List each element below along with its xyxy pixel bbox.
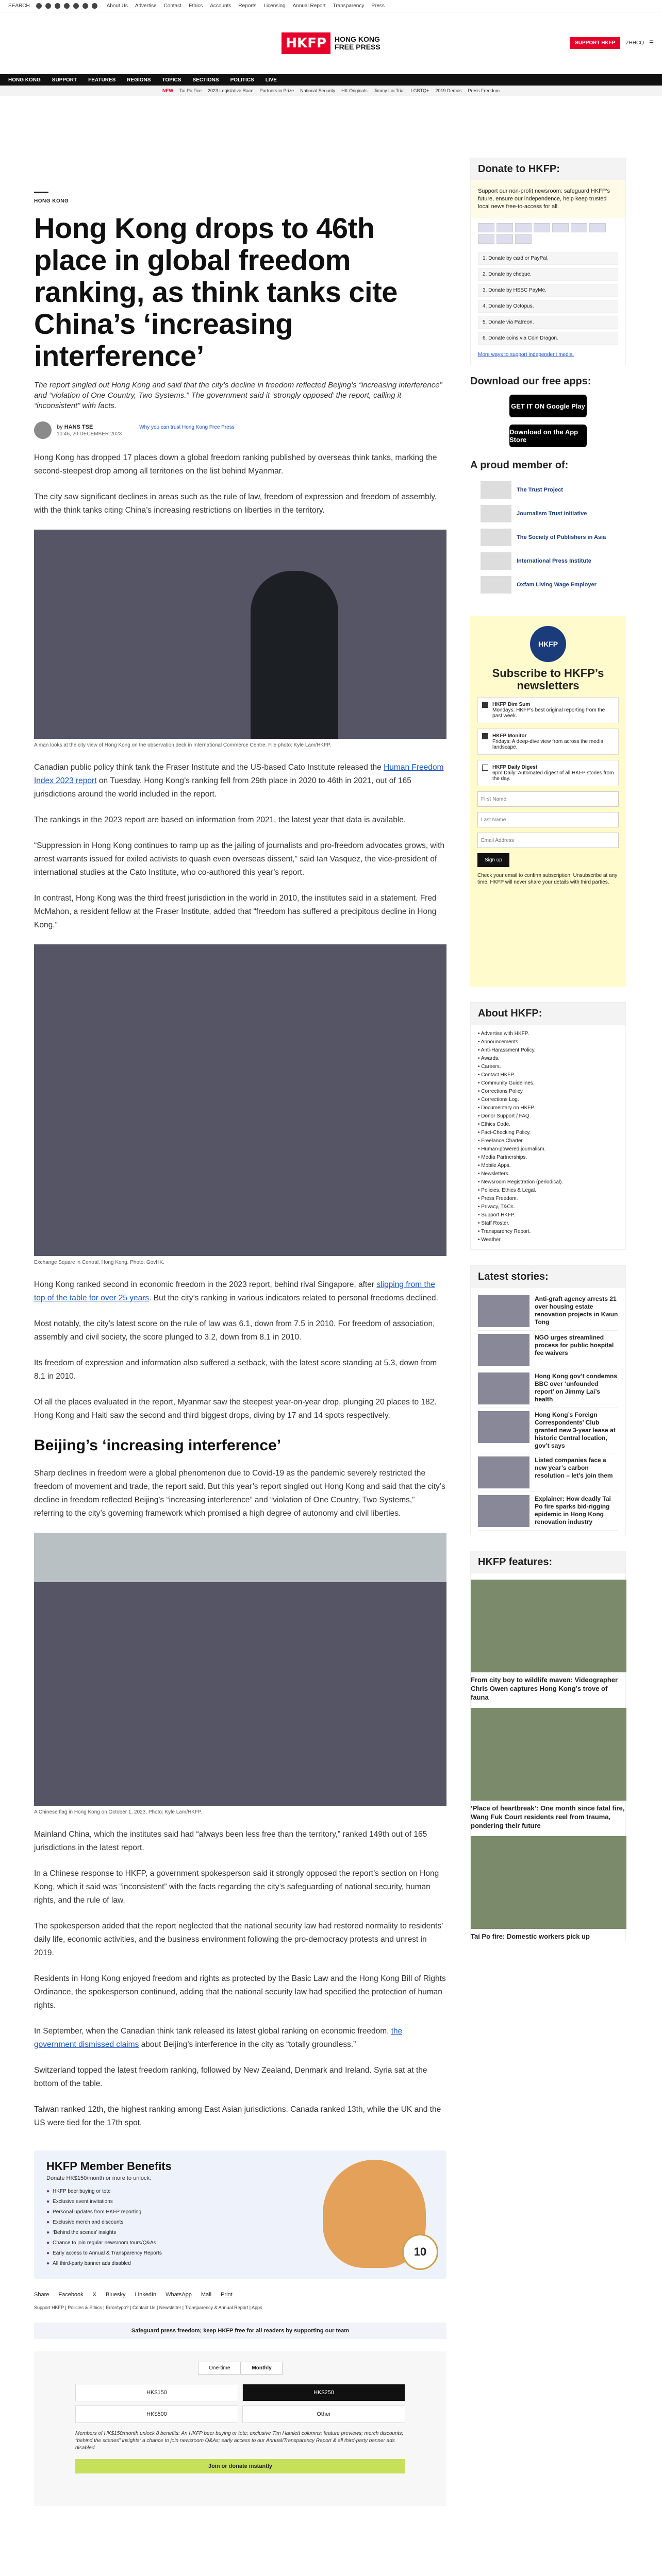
nav-item[interactable]: SECTIONS (192, 77, 219, 83)
patreon-icon (478, 234, 494, 244)
logo-mark: HKFP (282, 32, 330, 54)
paragraph: Hong Kong has dropped 17 places down a global freedom ranking published by overseas think tanks, marking the second-steepest drop among all territories on the list behind Myanmar. (34, 453, 437, 476)
about-link[interactable]: • Transparency Report. (478, 1228, 618, 1236)
story-thumbnail[interactable] (478, 1295, 529, 1327)
ipi-logo[interactable]: International Press Institute (481, 551, 616, 571)
about-link[interactable]: • Newsletters. (478, 1170, 618, 1178)
newsletter-heading: Subscribe to HKFP’s newsletters (492, 667, 604, 692)
share-linkedin-button[interactable]: LinkedIn (135, 2292, 157, 2298)
oxfam-logo[interactable]: Oxfam Living Wage Employer (481, 574, 616, 595)
latest-stories-widget (470, 1265, 626, 1535)
bank-icon (515, 234, 532, 244)
linkedin-icon[interactable] (64, 3, 70, 9)
monthly-option[interactable]: Monthly (241, 2362, 282, 2375)
story-item[interactable] (478, 1369, 618, 1408)
paragraph: Its freedom of expression and information also suffered a setback, with the latest score standing at 5.3, down from 8.1 in 2010. (34, 1359, 437, 1381)
logo-text: HONG KONG FREE PRESS (335, 35, 380, 51)
sidebar (470, 96, 626, 2506)
newsletter-widget (470, 616, 626, 987)
paragraph: Sharp declines in freedom were a global phenomenon due to Covid-19 as the pandemic severely restricted the freedom of movement and trade, the report said. But this year’s report singled out Hong Kong and said that the city’s decline in freedom reflected Beijing’s “increasing interference” and “violation of One Country, Two Systems,” referring to the city’s governing framework which promised a high degree of autonomy and civil liberties. (34, 1469, 445, 1518)
byline: by HANS TSE 10:46, 20 DECEMBER 2023 Why you can trust Hong Kong Free Press (34, 421, 446, 439)
donate-option[interactable]: 5. Donate via Patreon. (478, 316, 618, 329)
support-hkfp-button[interactable]: SUPPORT HKFP (570, 37, 620, 49)
amount-option-other[interactable]: Other (242, 2405, 405, 2423)
top-link[interactable]: Transparency (333, 3, 365, 9)
trust-link[interactable]: Why you can trust Hong Kong Free Press (139, 424, 235, 430)
about-link[interactable]: • Awards. (478, 1055, 618, 1063)
paragraph: Most notably, the city’s latest score on the rule of law was 6.1, down from 7.5 in 2010. For freedom of association, assembly and civil society, the score plunged to 3.2, down from 8.1 in 2010. (34, 1319, 435, 1342)
apps-widget (470, 376, 626, 447)
amount-option-selected[interactable]: HK$250 (242, 2384, 405, 2401)
trending-link[interactable]: Jimmy Lai Trial (373, 88, 405, 93)
donate-heading: Donate to HKFP: (471, 158, 625, 180)
about-link[interactable]: • Support HKFP. (478, 1211, 618, 1219)
top-utility-bar (0, 0, 662, 12)
membership-note: Members of HK$150/month unlock 8 benefits: An HKFP beer buying or tote; exclusive Tim Hamlett columns; feature previews; merch discounts; “behind the scenes” insights; a chance to join newsroom Q&As; early access to our Annual/Transparency Report & all third-party banner ads disabled. (75, 2431, 404, 2451)
trending-bar (0, 86, 662, 96)
email-field[interactable] (477, 833, 619, 848)
article-dek: The report singled out Hong Kong and said that the city’s decline in freedom reflected Beijing’s “increasing interference” and “violation of One Country, Two Systems.” The government said it ‘strongly opposed’ the report, calling it “inconsistent” with facts. (34, 381, 442, 410)
paragraph: The rankings in the 2023 report are based on information from 2021, the latest year that data is available. (34, 816, 406, 824)
about-link[interactable]: • Press Freedom. (478, 1195, 618, 1203)
paragraph: In a Chinese response to HKFP, a government spokesperson said it strongly opposed the report’s section on Hong Kong, which it said was “inconsistent” with the facts regarding the city’s safeguarding of national security, human rights, and the rule of law. (34, 1869, 439, 1905)
member-benefits-banner[interactable] (34, 2150, 446, 2279)
about-link[interactable]: • Documentary on HKFP. (478, 1104, 618, 1112)
trending-link[interactable]: 2019 Demos (435, 88, 462, 93)
trending-link[interactable]: National Security (300, 88, 336, 93)
paragraph: Switzerland topped the latest freedom ranking, followed by New Zealand, Denmark and Ireland. Syria sat at the bottom of the table. (34, 2066, 427, 2088)
paragraph: Hong Kong ranked second in economic freedom in the 2023 report, behind rival Singapore, after slipping from the top of the table for over 25 years. But the city’s ranking in various indicators related to personal freedoms declined. (34, 1280, 438, 1302)
menu-icon[interactable]: ☰ (649, 40, 654, 46)
story-title[interactable]: Listed companies face a new year’s carbon resolution – let’s join them (535, 1456, 613, 1479)
inline-link[interactable]: slipping from the top of the table for over 25 years (34, 1280, 436, 1302)
paragraph: In September, when the Canadian think tank released its latest global ranking on economic freedom, the government dismissed claims about Beijing’s interference in the city as “totally groundless.” (34, 2027, 403, 2049)
mastercard-icon (478, 223, 494, 232)
image-caption: Exchange Square in Central, Hong Kong. Photo: GovHK. (34, 1260, 164, 1265)
list-item: ● HKFP beer buying or tote (46, 2187, 434, 2197)
donate-options (471, 252, 625, 345)
sopa-logo[interactable]: The Society of Publishers in Asia (481, 527, 616, 548)
about-link[interactable]: • Weather. (478, 1236, 618, 1244)
story-thumbnail[interactable] (478, 1411, 529, 1443)
checkbox-unchecked[interactable] (482, 765, 488, 771)
top-link[interactable]: Annual Report (292, 3, 326, 9)
list-item: ● Exclusive event invitations (46, 2197, 434, 2207)
article-image-skyline (34, 530, 446, 739)
article-footer-links[interactable]: Support HKFP | Policies & Ethics | Error/typo? | Contact Us | Newsletter | Transparency & Annual Report | Apps (34, 2305, 262, 2310)
article-image-chinese-flag (34, 1533, 446, 1806)
amex-icon (515, 223, 532, 232)
image-caption: A man looks at the city view of Hong Kong on the observation deck in International Commerce Centre. File photo: Kyle Lam/HKFP. (34, 742, 332, 748)
top-links (107, 3, 385, 9)
share-bar (34, 2292, 446, 2298)
share-whatsapp-button[interactable]: WhatsApp (166, 2292, 192, 2298)
image-caption: A Chinese flag in Hong Kong on October 1, 2023. Photo: Kyle Lam/HKFP. (34, 1809, 203, 1815)
more-ways-link[interactable]: More ways to support independent media. (478, 352, 574, 358)
trending-link[interactable]: LGBTQ+ (410, 88, 429, 93)
social-icons (36, 3, 97, 9)
about-link[interactable]: • Contact HKFP. (478, 1071, 618, 1079)
top-link[interactable]: Licensing (263, 3, 286, 9)
anniversary-badge: 10 (402, 2234, 438, 2270)
about-link[interactable]: • Anti-Harassment Policy. (478, 1046, 618, 1055)
paragraph: The spokesperson added that the report neglected that the national security law had restored normality to residents’ daily life, economic activities, and the business environment following the pro-democracy protests and unrest in 2019. (34, 1922, 443, 1957)
newsletter-option[interactable]: HKFP Dim Sum Mondays: HKFP’s best original reporting from the past week. (477, 697, 619, 723)
google-play-button[interactable]: GET IT ON Google Play (509, 395, 587, 417)
list-item: ● ‘Behind the scenes’ insights (46, 2228, 434, 2238)
figure (34, 944, 446, 1266)
paragraph: Mainland China, which the institutes said had “always been less free than the territory,” ranked 149th out of 165 jurisdictions in the latest report. (34, 1830, 427, 1852)
nav-item[interactable]: HONG KONG (8, 77, 41, 83)
paragraph: Of all the places evaluated in the report, Myanmar saw the steepest year-on-year drop, plunging 20 places to 182. Hong Kong and Haiti saw the second and third biggest drops, diving by 17 and 14 spots respectively. (34, 1398, 437, 1420)
about-link[interactable]: • Mobile Apps. (478, 1162, 618, 1170)
story-thumbnail[interactable] (478, 1495, 529, 1527)
jti-logo[interactable]: Journalism Trust Initiative (481, 503, 616, 524)
feature-image[interactable] (471, 1580, 626, 1672)
member-heading: A proud member of: (470, 460, 626, 471)
top-link[interactable]: Advertise (135, 3, 157, 9)
paragraph: Taiwan ranked 12th, the highest ranking among East Asian jurisdictions. Canada ranked 13th, while the UK and the US were tied for the 17th spot. (34, 2105, 441, 2127)
about-link[interactable]: • Policies, Ethics & Legal. (478, 1187, 618, 1195)
share-x-button[interactable]: X (92, 2292, 97, 2298)
story-thumbnail[interactable] (478, 1372, 529, 1404)
story-item[interactable] (478, 1492, 618, 1531)
feature-title[interactable]: ‘Place of heartbreak’: One month since fatal fire, Wang Fuk Court residents reel from trauma, pondering their future (471, 1804, 625, 1829)
nav-item[interactable]: REGIONS (127, 77, 151, 83)
cheque-icon (496, 234, 513, 244)
member-of-widget (470, 460, 626, 600)
about-link[interactable]: • Ethics Code. (478, 1121, 618, 1129)
facebook-icon[interactable] (36, 3, 42, 9)
about-link[interactable]: • Newsroom Registration (periodical). (478, 1178, 618, 1187)
language-switch[interactable]: ZHHCQ (625, 40, 644, 46)
nav-item[interactable]: SUPPORT (52, 77, 77, 83)
story-item[interactable] (478, 1453, 618, 1492)
about-links (471, 1025, 625, 1249)
top-link[interactable]: Contact (163, 3, 181, 9)
nav-item[interactable]: POLITICS (230, 77, 254, 83)
latest-heading: Latest stories: (471, 1266, 625, 1288)
list-item: ● Chance to join regular newsroom tours/Q&As (46, 2238, 434, 2248)
feature-title[interactable]: Tai Po fire: Domestic workers pick up (471, 1933, 590, 1940)
about-link[interactable]: • Fact-Checking Policy. (478, 1129, 618, 1137)
inline-link[interactable]: the government dismissed claims (34, 2027, 403, 2049)
top-link[interactable]: Reports (238, 3, 257, 9)
amount-option[interactable]: HK$150 (75, 2384, 238, 2401)
report-link[interactable]: Human Freedom Index 2023 report (34, 763, 444, 785)
hkfp-logo: HKFP (530, 626, 566, 662)
top-link[interactable]: Press (371, 3, 385, 9)
trending-link[interactable]: 2023 Legislative Race (208, 88, 254, 93)
donate-option[interactable]: 3. Donate by HSBC PayMe. (478, 284, 618, 297)
story-thumbnail[interactable] (478, 1334, 529, 1366)
promo-subheading: Donate HK$150/month or more to unlock: (46, 2175, 152, 2181)
about-heading: About HKFP: (471, 1003, 625, 1025)
frequency-toggle (44, 2362, 436, 2375)
about-link[interactable]: • Donor Support / FAQ. (478, 1112, 618, 1121)
story-item[interactable] (478, 1331, 618, 1369)
story-title[interactable]: Anti-graft agency arrests 21 over housing estate renovation projects in Kwun Tong (535, 1295, 618, 1326)
newsletter-note: Check your email to confirm subscription. Unsubscribe at any time. HKFP will never share your details with third parties. (477, 873, 618, 885)
about-link[interactable]: • Media Partnerships. (478, 1154, 618, 1162)
donate-option[interactable]: 6. Donate coins via Coin Dragon. (478, 332, 618, 345)
main-nav (0, 74, 662, 86)
paragraph: “Suppression in Hong Kong continues to ramp up as the jailing of journalists and pro-freedom advocates grows, with arrest warrants issued for exiled activists to quash even overseas dissent,” said Ian Vasquez, the vice-president of international studies at the Cato Institute, who co-authored this year’s report. (34, 841, 445, 877)
youtube-icon[interactable] (73, 3, 79, 9)
last-name-field[interactable] (477, 812, 619, 827)
visa-icon (496, 223, 513, 232)
payme-icon (552, 223, 569, 232)
share-mail-button[interactable]: Mail (201, 2292, 212, 2298)
amount-options (75, 2384, 405, 2423)
donation-widget (34, 2351, 446, 2506)
donate-widget (470, 158, 626, 365)
author-name[interactable]: HANS TSE (64, 423, 93, 430)
paragraph: In contrast, Hong Kong was the third freest jurisdiction in the world in 2010, the institutes said in a statement. Fred McMahon, a resident fellow at the Fraser Institute, added that “freedom has suffered a precipitous decline in Hong Kong.” (34, 894, 437, 929)
about-link[interactable]: • Corrections Log. (478, 1096, 618, 1104)
share-label: Share (34, 2292, 49, 2298)
new-badge: NEW (162, 88, 173, 93)
nav-item[interactable]: LIVE (265, 77, 277, 83)
x-icon[interactable] (45, 3, 51, 9)
first-name-field[interactable] (477, 791, 619, 807)
one-time-option[interactable]: One-time (198, 2362, 241, 2375)
octopus-icon (571, 223, 587, 232)
about-link[interactable]: • Careers. (478, 1063, 618, 1071)
threads-icon[interactable] (92, 3, 97, 9)
list-item: ● All third-party banner ads disabled (46, 2259, 434, 2269)
story-thumbnail[interactable] (478, 1456, 529, 1488)
about-link[interactable]: • Advertise with HKFP. (478, 1030, 618, 1038)
figure (34, 530, 446, 749)
donate-option[interactable]: 1. Donate by card or PayPal. (478, 252, 618, 265)
checkbox-checked[interactable] (482, 733, 488, 739)
promo-heading: HKFP Member Benefits (46, 2160, 172, 2173)
article-title: Hong Kong drops to 46th place in global freedom ranking, as think tanks cite China’s ‘increasing interference’ (34, 212, 398, 372)
story-title[interactable]: Hong Kong gov’t condemns BBC over ‘unfounded report’ on Jimmy Lai’s health (535, 1372, 617, 1403)
about-link[interactable]: • Announcements. (478, 1038, 618, 1046)
about-widget (470, 1002, 626, 1250)
fps-icon (589, 223, 606, 232)
feature-title[interactable]: From city boy to wildlife maven: Videographer Chris Owen captures Hong Kong’s trove of fauna (471, 1676, 618, 1701)
publish-date: 10:46, 20 DECEMBER 2023 (57, 431, 122, 437)
paragraph: Canadian public policy think tank the Fraser Institute and the US-based Cato Institute released the Human Freedom Index 2023 report on Tuesday. Hong Kong’s ranking fell from 29th place in 2020 to 46th in 2021, out of 165 jurisdictions around the world included in the report. (34, 763, 444, 799)
kicker-rule (34, 192, 48, 193)
trust-project-logo[interactable]: The Trust Project (481, 480, 616, 500)
list-item: ● Early access to Annual & Transparency Reports (46, 2248, 434, 2259)
amount-option[interactable]: HK$500 (75, 2405, 238, 2423)
checkbox-checked[interactable] (482, 702, 488, 708)
paypal-icon (534, 223, 550, 232)
nav-item[interactable]: TOPICS (162, 77, 181, 83)
print-button[interactable]: Print (221, 2292, 233, 2298)
story-title[interactable]: Explainer: How deadly Tai Po fire sparks bid-rigging epidemic in Hong Kong renovation industry (535, 1495, 611, 1526)
trending-link[interactable]: HK Originals (341, 88, 368, 93)
payment-icons (471, 218, 625, 249)
features-widget (470, 1551, 626, 1941)
feature-image[interactable] (471, 1708, 626, 1801)
apps-heading: Download our free apps: (470, 376, 626, 387)
site-logo[interactable] (282, 32, 380, 54)
sign-up-button[interactable]: Sign up (477, 853, 509, 867)
about-link[interactable]: • Freelance Charter. (478, 1137, 618, 1145)
feature-image[interactable] (471, 1836, 626, 1929)
figure (34, 1533, 446, 1816)
about-link[interactable]: • Privacy, T&Cs. (478, 1203, 618, 1211)
list-item: ● Personal updates from HKFP reporting (46, 2207, 434, 2217)
search-link[interactable]: SEARCH (8, 3, 30, 9)
share-bluesky-button[interactable]: Bluesky (106, 2292, 126, 2298)
list-item: ● Exclusive merch and discounts (46, 2217, 434, 2228)
top-link[interactable]: Ethics (188, 3, 203, 9)
about-link[interactable]: • Human-powered journalism. (478, 1145, 618, 1154)
trending-link[interactable]: Press Freedom (468, 88, 500, 93)
paragraph: Residents in Hong Kong enjoyed freedom and rights as protected by the Basic Law and the Hong Kong Bill of Rights Ordinance, the spokesperson continued, adding that the national security law had specified the protection of human rights. (34, 1974, 446, 2010)
donate-intro[interactable]: Support our non-profit newsroom: safeguard HKFP’s future, ensure our independence, help keep trusted local news free-to-access for all. (471, 180, 625, 218)
instagram-icon[interactable] (55, 3, 60, 9)
story-item[interactable] (478, 1292, 618, 1331)
trending-link[interactable]: Partners in Prize (259, 88, 294, 93)
story-title[interactable]: NGO urges streamlined process for public hospital fee waivers (535, 1334, 614, 1357)
donate-option[interactable]: 4. Donate by Octopus. (478, 300, 618, 313)
about-link[interactable]: • Corrections Policy. (478, 1088, 618, 1096)
about-link[interactable]: • Community Guidelines. (478, 1079, 618, 1088)
author-avatar (34, 421, 52, 439)
app-store-button[interactable]: Download on the App Store (509, 425, 587, 447)
paragraph: The city saw significant declines in areas such as the rule of law, freedom of expression and freedom of assembly, with the think tanks citing China’s increasing restrictions on liberties in the territory. (34, 493, 437, 515)
site-header (0, 12, 662, 74)
safeguard-banner[interactable]: Safeguard press freedom; keep HKFP free for all readers by supporting our team (34, 2323, 446, 2339)
newsletter-option[interactable]: HKFP Monitor Fridays: A deep-dive view from across the media landscape. (477, 728, 619, 755)
trending-link[interactable]: Tai Po Fire (179, 88, 202, 93)
telegram-icon[interactable] (82, 3, 88, 9)
article-image-exchange-square (34, 944, 446, 1256)
donate-option[interactable]: 2. Donate by cheque. (478, 268, 618, 281)
story-item[interactable] (478, 1408, 618, 1453)
about-link[interactable]: • Staff Roster. (478, 1219, 618, 1228)
join-donate-button[interactable]: Join or donate instantly (75, 2459, 405, 2473)
article (34, 96, 446, 2506)
article-category[interactable]: HONG KONG (34, 198, 69, 204)
nav-item[interactable]: FEATURES (88, 77, 116, 83)
features-heading: HKFP features: (471, 1551, 625, 1573)
share-facebook-button[interactable]: Facebook (58, 2292, 84, 2298)
top-link[interactable]: About Us (106, 3, 128, 9)
top-link[interactable]: Accounts (210, 3, 231, 9)
section-heading: Beijing’s ‘increasing interference’ (34, 1437, 282, 1454)
newsletter-option[interactable]: HKFP Daily Digest 6pm Daily: Automated digest of all HKFP stories from the day. (477, 760, 619, 786)
story-title[interactable]: Hong Kong’s Foreign Correspondents’ Club granted new 3-year lease at historic Central location, gov’t says (535, 1411, 616, 1449)
